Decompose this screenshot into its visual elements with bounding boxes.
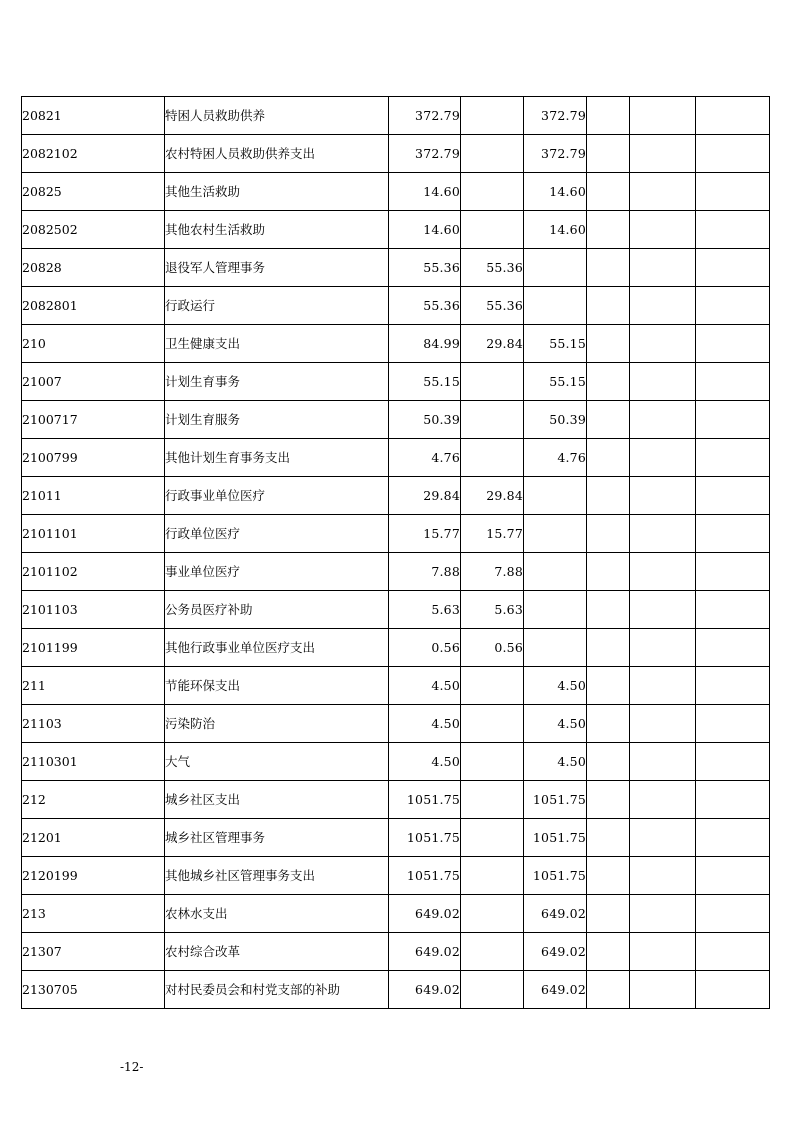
total-cell: 4.50 bbox=[389, 667, 461, 705]
subject-code-cell: 20825 bbox=[22, 173, 165, 211]
project-expense-cell: 4.50 bbox=[524, 743, 587, 781]
table-row bbox=[22, 211, 770, 249]
empty-cell bbox=[696, 135, 770, 173]
basic-expense-cell: 0.56 bbox=[461, 629, 524, 667]
empty-cell bbox=[587, 781, 630, 819]
total-cell: 1051.75 bbox=[389, 819, 461, 857]
empty-cell bbox=[630, 857, 696, 895]
subject-name-cell: 农林水支出 bbox=[165, 895, 389, 933]
basic-expense-cell bbox=[461, 173, 524, 211]
subject-name-cell: 卫生健康支出 bbox=[165, 325, 389, 363]
empty-cell bbox=[696, 401, 770, 439]
empty-cell bbox=[587, 591, 630, 629]
subject-code-cell: 21011 bbox=[22, 477, 165, 515]
project-expense-cell bbox=[524, 629, 587, 667]
subject-name-cell: 其他城乡社区管理事务支出 bbox=[165, 857, 389, 895]
subject-code-cell: 21307 bbox=[22, 933, 165, 971]
project-expense-cell: 649.02 bbox=[524, 895, 587, 933]
subject-name-cell: 计划生育事务 bbox=[165, 363, 389, 401]
project-expense-cell: 372.79 bbox=[524, 135, 587, 173]
total-cell: 649.02 bbox=[389, 895, 461, 933]
subject-code-cell: 2101199 bbox=[22, 629, 165, 667]
table-row bbox=[22, 857, 770, 895]
empty-cell bbox=[587, 173, 630, 211]
basic-expense-cell bbox=[461, 857, 524, 895]
empty-cell bbox=[696, 363, 770, 401]
subject-name-cell: 行政单位医疗 bbox=[165, 515, 389, 553]
table-row bbox=[22, 705, 770, 743]
subject-code-cell: 2101103 bbox=[22, 591, 165, 629]
project-expense-cell: 372.79 bbox=[524, 97, 587, 135]
empty-cell bbox=[630, 363, 696, 401]
basic-expense-cell bbox=[461, 401, 524, 439]
table-row bbox=[22, 667, 770, 705]
total-cell: 55.15 bbox=[389, 363, 461, 401]
project-expense-cell: 649.02 bbox=[524, 933, 587, 971]
empty-cell bbox=[630, 971, 696, 1009]
total-cell: 4.76 bbox=[389, 439, 461, 477]
empty-cell bbox=[696, 211, 770, 249]
table-row bbox=[22, 553, 770, 591]
project-expense-cell: 649.02 bbox=[524, 971, 587, 1009]
empty-cell bbox=[696, 553, 770, 591]
empty-cell bbox=[630, 819, 696, 857]
total-cell: 1051.75 bbox=[389, 857, 461, 895]
empty-cell bbox=[587, 401, 630, 439]
basic-expense-cell bbox=[461, 933, 524, 971]
empty-cell bbox=[587, 553, 630, 591]
empty-cell bbox=[587, 363, 630, 401]
total-cell: 4.50 bbox=[389, 743, 461, 781]
table-row bbox=[22, 325, 770, 363]
empty-cell bbox=[587, 895, 630, 933]
empty-cell bbox=[630, 743, 696, 781]
basic-expense-cell bbox=[461, 819, 524, 857]
budget-table-body bbox=[22, 97, 770, 1009]
total-cell: 50.39 bbox=[389, 401, 461, 439]
empty-cell bbox=[587, 249, 630, 287]
total-cell: 15.77 bbox=[389, 515, 461, 553]
project-expense-cell: 1051.75 bbox=[524, 781, 587, 819]
empty-cell bbox=[696, 515, 770, 553]
basic-expense-cell bbox=[461, 439, 524, 477]
empty-cell bbox=[630, 477, 696, 515]
empty-cell bbox=[630, 667, 696, 705]
table-row bbox=[22, 135, 770, 173]
subject-code-cell: 210 bbox=[22, 325, 165, 363]
subject-code-cell: 2130705 bbox=[22, 971, 165, 1009]
total-cell: 55.36 bbox=[389, 249, 461, 287]
empty-cell bbox=[696, 819, 770, 857]
total-cell: 29.84 bbox=[389, 477, 461, 515]
empty-cell bbox=[630, 249, 696, 287]
subject-code-cell: 213 bbox=[22, 895, 165, 933]
project-expense-cell: 4.50 bbox=[524, 667, 587, 705]
basic-expense-cell bbox=[461, 705, 524, 743]
subject-name-cell: 公务员医疗补助 bbox=[165, 591, 389, 629]
subject-name-cell: 其他计划生育事务支出 bbox=[165, 439, 389, 477]
empty-cell bbox=[587, 629, 630, 667]
empty-cell bbox=[696, 173, 770, 211]
subject-name-cell: 其他农村生活救助 bbox=[165, 211, 389, 249]
subject-code-cell: 2100799 bbox=[22, 439, 165, 477]
subject-name-cell: 农村特困人员救助供养支出 bbox=[165, 135, 389, 173]
table-row bbox=[22, 629, 770, 667]
subject-name-cell: 城乡社区管理事务 bbox=[165, 819, 389, 857]
empty-cell bbox=[696, 477, 770, 515]
subject-code-cell: 211 bbox=[22, 667, 165, 705]
empty-cell bbox=[696, 287, 770, 325]
subject-name-cell: 行政运行 bbox=[165, 287, 389, 325]
empty-cell bbox=[587, 933, 630, 971]
empty-cell bbox=[587, 477, 630, 515]
empty-cell bbox=[587, 705, 630, 743]
subject-name-cell: 农村综合改革 bbox=[165, 933, 389, 971]
total-cell: 5.63 bbox=[389, 591, 461, 629]
budget-table bbox=[21, 96, 770, 1009]
total-cell: 4.50 bbox=[389, 705, 461, 743]
project-expense-cell: 14.60 bbox=[524, 173, 587, 211]
empty-cell bbox=[587, 135, 630, 173]
empty-cell bbox=[587, 287, 630, 325]
table-row bbox=[22, 781, 770, 819]
subject-name-cell: 节能环保支出 bbox=[165, 667, 389, 705]
basic-expense-cell: 29.84 bbox=[461, 325, 524, 363]
empty-cell bbox=[630, 173, 696, 211]
basic-expense-cell: 29.84 bbox=[461, 477, 524, 515]
empty-cell bbox=[696, 667, 770, 705]
empty-cell bbox=[696, 933, 770, 971]
table-row bbox=[22, 97, 770, 135]
subject-code-cell: 20821 bbox=[22, 97, 165, 135]
empty-cell bbox=[587, 857, 630, 895]
empty-cell bbox=[696, 895, 770, 933]
empty-cell bbox=[696, 971, 770, 1009]
subject-name-cell: 退役军人管理事务 bbox=[165, 249, 389, 287]
total-cell: 372.79 bbox=[389, 97, 461, 135]
basic-expense-cell bbox=[461, 743, 524, 781]
subject-code-cell: 21007 bbox=[22, 363, 165, 401]
empty-cell bbox=[696, 249, 770, 287]
table-row bbox=[22, 591, 770, 629]
subject-code-cell: 212 bbox=[22, 781, 165, 819]
empty-cell bbox=[696, 97, 770, 135]
basic-expense-cell bbox=[461, 211, 524, 249]
subject-code-cell: 2082502 bbox=[22, 211, 165, 249]
basic-expense-cell: 15.77 bbox=[461, 515, 524, 553]
empty-cell bbox=[696, 439, 770, 477]
basic-expense-cell: 7.88 bbox=[461, 553, 524, 591]
table-row bbox=[22, 895, 770, 933]
table-row bbox=[22, 363, 770, 401]
project-expense-cell bbox=[524, 591, 587, 629]
subject-name-cell: 行政事业单位医疗 bbox=[165, 477, 389, 515]
total-cell: 0.56 bbox=[389, 629, 461, 667]
project-expense-cell: 4.76 bbox=[524, 439, 587, 477]
subject-code-cell: 21201 bbox=[22, 819, 165, 857]
empty-cell bbox=[696, 857, 770, 895]
table-row bbox=[22, 287, 770, 325]
subject-code-cell: 2082801 bbox=[22, 287, 165, 325]
empty-cell bbox=[630, 933, 696, 971]
empty-cell bbox=[696, 325, 770, 363]
subject-name-cell: 其他行政事业单位医疗支出 bbox=[165, 629, 389, 667]
subject-name-cell: 计划生育服务 bbox=[165, 401, 389, 439]
total-cell: 55.36 bbox=[389, 287, 461, 325]
basic-expense-cell bbox=[461, 97, 524, 135]
project-expense-cell bbox=[524, 515, 587, 553]
table-row bbox=[22, 401, 770, 439]
project-expense-cell: 50.39 bbox=[524, 401, 587, 439]
table-row bbox=[22, 819, 770, 857]
project-expense-cell: 14.60 bbox=[524, 211, 587, 249]
empty-cell bbox=[630, 401, 696, 439]
table-row bbox=[22, 439, 770, 477]
basic-expense-cell bbox=[461, 667, 524, 705]
empty-cell bbox=[630, 135, 696, 173]
empty-cell bbox=[630, 591, 696, 629]
total-cell: 14.60 bbox=[389, 211, 461, 249]
basic-expense-cell: 5.63 bbox=[461, 591, 524, 629]
subject-name-cell: 大气 bbox=[165, 743, 389, 781]
project-expense-cell bbox=[524, 287, 587, 325]
basic-expense-cell: 55.36 bbox=[461, 287, 524, 325]
subject-code-cell: 20828 bbox=[22, 249, 165, 287]
table-row bbox=[22, 933, 770, 971]
project-expense-cell: 1051.75 bbox=[524, 857, 587, 895]
subject-name-cell: 对村民委员会和村党支部的补助 bbox=[165, 971, 389, 1009]
project-expense-cell bbox=[524, 249, 587, 287]
subject-name-cell: 特困人员救助供养 bbox=[165, 97, 389, 135]
total-cell: 649.02 bbox=[389, 933, 461, 971]
empty-cell bbox=[587, 515, 630, 553]
empty-cell bbox=[696, 705, 770, 743]
empty-cell bbox=[630, 515, 696, 553]
empty-cell bbox=[587, 743, 630, 781]
project-expense-cell bbox=[524, 553, 587, 591]
empty-cell bbox=[696, 743, 770, 781]
empty-cell bbox=[696, 591, 770, 629]
empty-cell bbox=[587, 971, 630, 1009]
project-expense-cell: 55.15 bbox=[524, 325, 587, 363]
empty-cell bbox=[630, 705, 696, 743]
empty-cell bbox=[630, 781, 696, 819]
empty-cell bbox=[696, 781, 770, 819]
empty-cell bbox=[630, 895, 696, 933]
total-cell: 649.02 bbox=[389, 971, 461, 1009]
subject-code-cell: 2101101 bbox=[22, 515, 165, 553]
table-row bbox=[22, 971, 770, 1009]
table-row bbox=[22, 173, 770, 211]
total-cell: 372.79 bbox=[389, 135, 461, 173]
project-expense-cell: 4.50 bbox=[524, 705, 587, 743]
empty-cell bbox=[587, 819, 630, 857]
table-row bbox=[22, 249, 770, 287]
empty-cell bbox=[630, 553, 696, 591]
empty-cell bbox=[630, 97, 696, 135]
basic-expense-cell bbox=[461, 781, 524, 819]
empty-cell bbox=[630, 629, 696, 667]
empty-cell bbox=[587, 97, 630, 135]
subject-code-cell: 21103 bbox=[22, 705, 165, 743]
subject-code-cell: 2101102 bbox=[22, 553, 165, 591]
empty-cell bbox=[587, 667, 630, 705]
subject-name-cell: 事业单位医疗 bbox=[165, 553, 389, 591]
table-row bbox=[22, 743, 770, 781]
total-cell: 14.60 bbox=[389, 173, 461, 211]
empty-cell bbox=[587, 211, 630, 249]
empty-cell bbox=[587, 325, 630, 363]
total-cell: 84.99 bbox=[389, 325, 461, 363]
empty-cell bbox=[630, 211, 696, 249]
empty-cell bbox=[587, 439, 630, 477]
project-expense-cell bbox=[524, 477, 587, 515]
subject-code-cell: 2100717 bbox=[22, 401, 165, 439]
subject-code-cell: 2082102 bbox=[22, 135, 165, 173]
project-expense-cell: 1051.75 bbox=[524, 819, 587, 857]
table-row bbox=[22, 515, 770, 553]
empty-cell bbox=[630, 287, 696, 325]
basic-expense-cell bbox=[461, 135, 524, 173]
basic-expense-cell: 55.36 bbox=[461, 249, 524, 287]
empty-cell bbox=[630, 325, 696, 363]
total-cell: 1051.75 bbox=[389, 781, 461, 819]
project-expense-cell: 55.15 bbox=[524, 363, 587, 401]
total-cell: 7.88 bbox=[389, 553, 461, 591]
subject-code-cell: 2110301 bbox=[22, 743, 165, 781]
basic-expense-cell bbox=[461, 971, 524, 1009]
subject-name-cell: 污染防治 bbox=[165, 705, 389, 743]
page-number: -12- bbox=[120, 1060, 144, 1074]
subject-name-cell: 城乡社区支出 bbox=[165, 781, 389, 819]
subject-code-cell: 2120199 bbox=[22, 857, 165, 895]
empty-cell bbox=[696, 629, 770, 667]
basic-expense-cell bbox=[461, 363, 524, 401]
table-row bbox=[22, 477, 770, 515]
empty-cell bbox=[630, 439, 696, 477]
subject-name-cell: 其他生活救助 bbox=[165, 173, 389, 211]
basic-expense-cell bbox=[461, 895, 524, 933]
